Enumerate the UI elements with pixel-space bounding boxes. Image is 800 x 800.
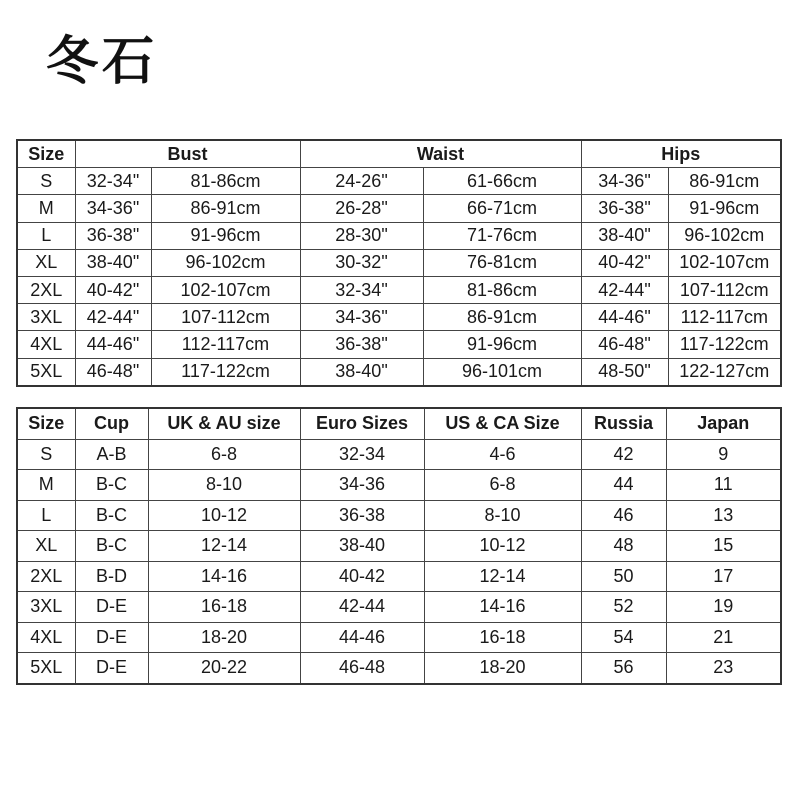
- table-cell: 86-91cm: [668, 168, 781, 195]
- table-cell: 2XL: [17, 276, 75, 303]
- table-cell: 91-96cm: [668, 195, 781, 222]
- table-cell: 38-40": [581, 222, 668, 249]
- table-cell: 15: [666, 531, 781, 562]
- table-cell: 96-102cm: [668, 222, 781, 249]
- table-cell: 107-112cm: [151, 304, 300, 331]
- table-cell: 34-36": [581, 168, 668, 195]
- table-cell: 46-48": [581, 331, 668, 358]
- table-cell: B-C: [75, 531, 148, 562]
- table-cell: 24-26": [300, 168, 423, 195]
- table-row: [17, 168, 781, 195]
- table-cell: 117-122cm: [151, 358, 300, 386]
- body-measurements-table: [16, 139, 782, 387]
- table-row: [17, 276, 781, 303]
- table-cell: 4-6: [424, 439, 581, 470]
- table-cell: B-C: [75, 470, 148, 501]
- table-cell: 44-46": [75, 331, 151, 358]
- table-cell: B-D: [75, 561, 148, 592]
- table-cell: 36-38": [300, 331, 423, 358]
- column-header: UK & AU size: [148, 408, 300, 439]
- table-cell: 71-76cm: [423, 222, 581, 249]
- table-cell: 10-12: [424, 531, 581, 562]
- table-row: [17, 222, 781, 249]
- table-cell: 38-40": [300, 358, 423, 386]
- column-header: US & CA Size: [424, 408, 581, 439]
- header-waist: Waist: [300, 140, 581, 168]
- table-cell: 56: [581, 653, 666, 684]
- table-cell: 3XL: [17, 592, 75, 623]
- table-cell: 9: [666, 439, 781, 470]
- table-cell: A-B: [75, 439, 148, 470]
- table-cell: 42-44: [300, 592, 424, 623]
- table-cell: 91-96cm: [151, 222, 300, 249]
- table-cell: 102-107cm: [151, 276, 300, 303]
- table-cell: 122-127cm: [668, 358, 781, 386]
- table-cell: S: [17, 168, 75, 195]
- column-header: Euro Sizes: [300, 408, 424, 439]
- column-header: Russia: [581, 408, 666, 439]
- table-cell: 46-48: [300, 653, 424, 684]
- table-cell: 12-14: [148, 531, 300, 562]
- table-cell: 36-38": [581, 195, 668, 222]
- table-cell: 61-66cm: [423, 168, 581, 195]
- table-row: [17, 531, 781, 562]
- column-header: Japan: [666, 408, 781, 439]
- table-cell: 42: [581, 439, 666, 470]
- table-cell: 4XL: [17, 331, 75, 358]
- table-cell: 40-42: [300, 561, 424, 592]
- table-cell: 112-117cm: [668, 304, 781, 331]
- table-cell: 36-38": [75, 222, 151, 249]
- table-row: [17, 592, 781, 623]
- measurements-header-row: [17, 140, 781, 168]
- table-cell: 30-32": [300, 249, 423, 276]
- table-cell: 91-96cm: [423, 331, 581, 358]
- table-cell: 16-18: [424, 622, 581, 653]
- table-cell: 54: [581, 622, 666, 653]
- table-cell: 48-50": [581, 358, 668, 386]
- table-cell: 34-36": [75, 195, 151, 222]
- table-cell: 10-12: [148, 500, 300, 531]
- table-cell: 14-16: [424, 592, 581, 623]
- table-cell: 50: [581, 561, 666, 592]
- table-cell: XL: [17, 531, 75, 562]
- table-cell: 36-38: [300, 500, 424, 531]
- table-cell: 16-18: [148, 592, 300, 623]
- table-cell: 26-28": [300, 195, 423, 222]
- table-cell: 38-40": [75, 249, 151, 276]
- header-size: Size: [17, 140, 75, 168]
- table-row: [17, 500, 781, 531]
- table-cell: 6-8: [148, 439, 300, 470]
- table-row: [17, 195, 781, 222]
- table-row: [17, 304, 781, 331]
- conversion-header-row: [17, 408, 781, 439]
- table-cell: 86-91cm: [423, 304, 581, 331]
- table-cell: 32-34: [300, 439, 424, 470]
- table-cell: 40-42": [75, 276, 151, 303]
- table-cell: XL: [17, 249, 75, 276]
- header-hips: Hips: [581, 140, 781, 168]
- table-cell: 2XL: [17, 561, 75, 592]
- table-cell: 28-30": [300, 222, 423, 249]
- table-cell: 48: [581, 531, 666, 562]
- table-row: [17, 622, 781, 653]
- table-cell: D-E: [75, 653, 148, 684]
- table-cell: L: [17, 500, 75, 531]
- table-cell: 11: [666, 470, 781, 501]
- table-cell: 34-36": [300, 304, 423, 331]
- table-cell: 8-10: [148, 470, 300, 501]
- table-cell: 96-102cm: [151, 249, 300, 276]
- table-cell: 6-8: [424, 470, 581, 501]
- table-cell: 32-34": [75, 168, 151, 195]
- table-cell: 42-44": [581, 276, 668, 303]
- table-cell: D-E: [75, 622, 148, 653]
- table-cell: 14-16: [148, 561, 300, 592]
- table-cell: D-E: [75, 592, 148, 623]
- table-row: [17, 249, 781, 276]
- table-cell: 44-46": [581, 304, 668, 331]
- column-header: Size: [17, 408, 75, 439]
- column-header: Cup: [75, 408, 148, 439]
- table-cell: M: [17, 195, 75, 222]
- table-row: [17, 561, 781, 592]
- table-cell: 5XL: [17, 653, 75, 684]
- table-row: [17, 358, 781, 386]
- table-cell: 102-107cm: [668, 249, 781, 276]
- table-cell: 81-86cm: [423, 276, 581, 303]
- table-cell: 21: [666, 622, 781, 653]
- table-row: [17, 653, 781, 684]
- table-cell: 19: [666, 592, 781, 623]
- table-cell: 46: [581, 500, 666, 531]
- brand-logo-text: 冬石: [46, 31, 159, 92]
- table-cell: 20-22: [148, 653, 300, 684]
- table-cell: 38-40: [300, 531, 424, 562]
- table-cell: 44-46: [300, 622, 424, 653]
- table-cell: 76-81cm: [423, 249, 581, 276]
- table-cell: 5XL: [17, 358, 75, 386]
- table-row: [17, 439, 781, 470]
- table-cell: 18-20: [424, 653, 581, 684]
- table-cell: 4XL: [17, 622, 75, 653]
- table-cell: 8-10: [424, 500, 581, 531]
- table-cell: 96-101cm: [423, 358, 581, 386]
- table-cell: M: [17, 470, 75, 501]
- table-cell: B-C: [75, 500, 148, 531]
- table-cell: 42-44": [75, 304, 151, 331]
- size-conversion-table: [16, 407, 782, 685]
- table-row: [17, 470, 781, 501]
- table-cell: 32-34": [300, 276, 423, 303]
- table-cell: S: [17, 439, 75, 470]
- table-cell: 81-86cm: [151, 168, 300, 195]
- table-cell: 117-122cm: [668, 331, 781, 358]
- table-cell: 44: [581, 470, 666, 501]
- table-cell: 107-112cm: [668, 276, 781, 303]
- table-cell: 46-48": [75, 358, 151, 386]
- table-cell: 13: [666, 500, 781, 531]
- table-cell: 3XL: [17, 304, 75, 331]
- table-row: [17, 331, 781, 358]
- table-cell: 12-14: [424, 561, 581, 592]
- table-cell: 18-20: [148, 622, 300, 653]
- table-cell: 66-71cm: [423, 195, 581, 222]
- table-cell: 52: [581, 592, 666, 623]
- header-bust: Bust: [75, 140, 300, 168]
- table-cell: 86-91cm: [151, 195, 300, 222]
- table-cell: L: [17, 222, 75, 249]
- table-cell: 23: [666, 653, 781, 684]
- table-cell: 40-42": [581, 249, 668, 276]
- table-cell: 34-36: [300, 470, 424, 501]
- table-cell: 17: [666, 561, 781, 592]
- table-cell: 112-117cm: [151, 331, 300, 358]
